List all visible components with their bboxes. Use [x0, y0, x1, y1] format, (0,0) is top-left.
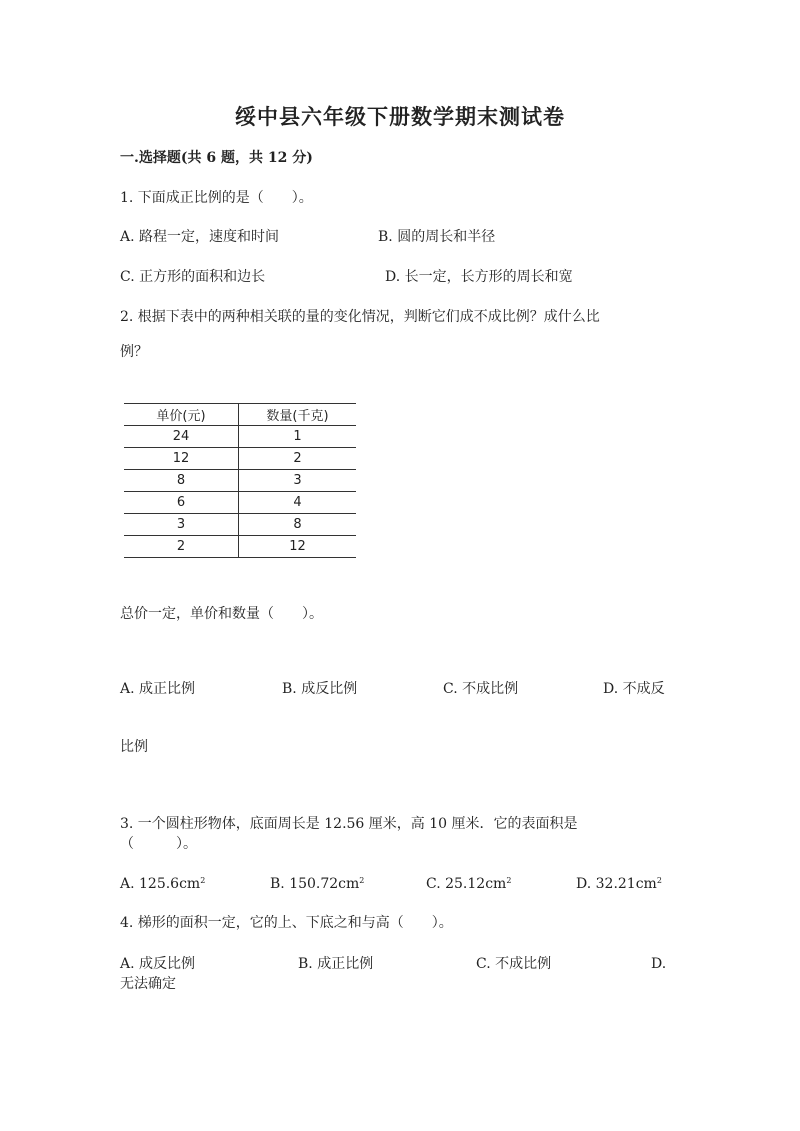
- table-cell: 4: [239, 492, 357, 514]
- table-cell: 12: [124, 448, 239, 470]
- question-2-option-b: B. 成反比例: [282, 681, 358, 697]
- question-2-prompt: 总价一定，单价和数量（ ）。: [120, 606, 323, 622]
- table-cell: 8: [239, 514, 357, 536]
- question-2-stem-line1: 2. 根据下表中的两种相关联的量的变化情况，判断它们成不成比例？成什么比: [120, 309, 600, 325]
- question-3-stem-line2: （ ）。: [120, 836, 197, 852]
- table-cell: 3: [124, 514, 239, 536]
- section-heading: 一.选择题(共 6 题，共 12 分): [120, 150, 313, 166]
- price-quantity-table: [124, 403, 356, 558]
- question-3-option-d: D. $32.21cm^2$: [576, 876, 662, 892]
- question-1-stem: 1. 下面成正比例的是（ ）。: [120, 190, 313, 206]
- table-cell: 8: [124, 470, 239, 492]
- question-1-option-a: A. 路程一定，速度和时间: [120, 229, 280, 245]
- table-row: [124, 492, 356, 514]
- table-cell: 2: [239, 448, 357, 470]
- table-cell: 12: [239, 536, 357, 558]
- question-3-option-c: C. $25.12cm^2$: [426, 876, 512, 892]
- page-title: 绥中县六年级下册数学期末测试卷: [235, 104, 565, 129]
- question-1-option-d: D. 长一定，长方形的周长和宽: [385, 269, 573, 285]
- table-row: [124, 536, 356, 558]
- question-2-option-d: D. 不成反: [603, 681, 665, 697]
- question-2-stem-line2: 例？: [120, 344, 148, 360]
- question-4-option-d-continued: 无法确定: [120, 976, 176, 992]
- question-2-option-c: C. 不成比例: [443, 681, 519, 697]
- question-1-option-c: C. 正方形的面积和边长: [120, 269, 266, 285]
- question-3-stem-line1: 3. 一个圆柱形物体，底面周长是 12.56 厘米，高 10 厘米．它的表面积是: [120, 816, 578, 832]
- table-cell: 1: [239, 426, 357, 448]
- table-header-unit-price: 单价(元): [124, 404, 239, 426]
- table-row: [124, 448, 356, 470]
- question-4-option-a: A. 成反比例: [120, 956, 196, 972]
- question-4-option-d: D.: [651, 956, 667, 972]
- question-4-option-c: C. 不成比例: [476, 956, 552, 972]
- table-row: [124, 514, 356, 536]
- table-header-quantity: 数量(千克): [239, 404, 357, 426]
- table-cell: 6: [124, 492, 239, 514]
- question-3-option-a: A. $125.6cm^2$: [120, 876, 206, 892]
- question-2-option-a: A. 成正比例: [120, 681, 196, 697]
- table-row: [124, 426, 356, 448]
- table-cell: 24: [124, 426, 239, 448]
- question-1-option-b: B. 圆的周长和半径: [378, 229, 496, 245]
- table-row: [124, 470, 356, 492]
- question-2-option-d-continued: 比例: [120, 739, 148, 755]
- question-3-option-b: B. $150.72cm^2$: [270, 876, 365, 892]
- table-header-row: [124, 404, 356, 426]
- table-cell: 2: [124, 536, 239, 558]
- question-4-stem: 4. 梯形的面积一定，它的上、下底之和与高（ ）。: [120, 915, 453, 931]
- question-4-option-b: B. 成正比例: [298, 956, 374, 972]
- table-cell: 3: [239, 470, 357, 492]
